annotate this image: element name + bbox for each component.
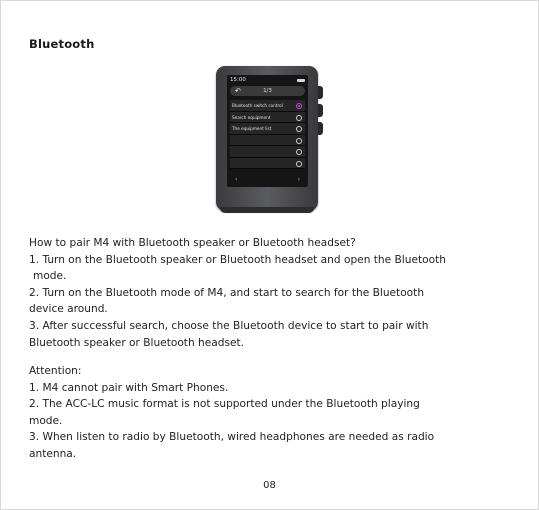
pairing-step-2-cont: device around. [29,303,108,316]
attention-title: Attention: [29,365,82,377]
page-number: 08 [263,480,276,491]
attention-note-3-cont: antenna. [29,447,77,460]
battery-icon [297,79,305,82]
radio-icon [296,126,302,132]
device-base [220,207,314,213]
chevron-left-icon: ‹ [235,176,238,183]
device-screen [227,75,308,187]
menu-item-empty [230,158,305,170]
radio-icon [296,149,302,155]
back-arrow-icon: ↶ [235,87,241,95]
menu-item-bluetooth-switch [230,100,305,112]
menu-item-label: The equipment list [232,126,272,131]
attention-note-3: 3. When listen to radio by Bluetooth, wired headphones are needed as radio [29,431,435,444]
screen-title-bar [230,86,305,96]
screen-nav-row [230,175,305,184]
status-time: 15:00 [230,77,246,83]
menu-item-search-equipment [230,112,305,124]
radio-selected-icon [296,103,302,109]
pairing-question: How to pair M4 with Bluetooth speaker or Bluetooth headset? [29,237,356,249]
pairing-step-2: 2. Turn on the Bluetooth mode of M4, and start to search for the Bluetooth [29,286,425,299]
bluetooth-menu-list [230,100,305,169]
pairing-step-1-cont: mode. [33,270,67,283]
radio-icon [296,115,302,121]
menu-item-label: Search equipment [232,114,271,120]
device-side-button-1 [318,86,323,99]
attention-note-2-cont: mode. [29,414,63,427]
device-side-button-3 [318,122,323,135]
pairing-step-3-cont: Bluetooth speaker or Bluetooth headset. [29,336,245,349]
device-side-button-2 [318,104,323,117]
menu-item-equipment-list [230,123,305,135]
status-bar [230,77,305,84]
menu-item-label: Bluetooth switch control [232,103,283,108]
menu-item-empty [230,146,305,158]
attention-notes [29,363,509,463]
chevron-right-icon: › [297,176,300,183]
section-heading: Bluetooth [29,37,95,51]
pairing-step-3: 3. After successful search, choose the Bluetooth device to start to pair with [29,319,429,332]
page-indicator: 1/3 [263,88,272,94]
attention-note-2: 2. The ACC-LC music format is not supported under the Bluetooth playing [29,398,420,411]
pairing-step-1: 1. Turn on the Bluetooth speaker or Bluetooth headset and open the Bluetooth [29,253,446,266]
pairing-instructions [29,235,509,351]
attention-note-1: 1. M4 cannot pair with Smart Phones. [29,381,229,394]
radio-icon [296,161,302,167]
menu-item-empty [230,135,305,147]
radio-icon [296,138,302,144]
